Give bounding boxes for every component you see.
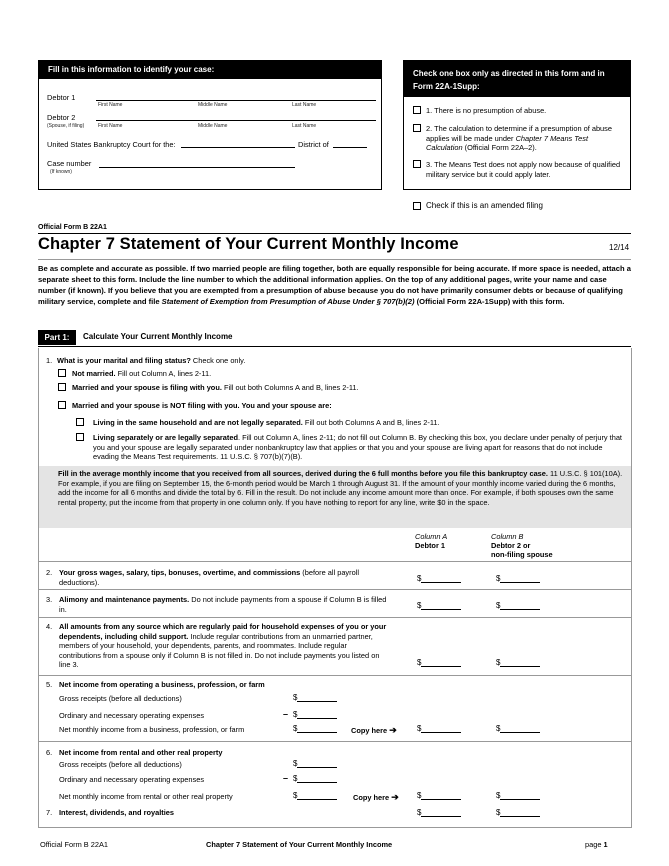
form-date: 12/14: [609, 243, 630, 252]
line2-column-b-amount[interactable]: [496, 574, 540, 583]
line4-bold: All amounts from any source which are regularly paid for household expenses of you or your dependents, including child support.: [59, 622, 387, 641]
line2-text: (before all payroll deductions).: [59, 568, 359, 587]
line6-gross-amount[interactable]: [293, 759, 337, 768]
line3-column-b-amount[interactable]: [496, 601, 540, 610]
average-income-note-bold: Fill in the average monthly income that you received from all sources, derived during the 6 full months before you file this bankruptcy case.: [58, 469, 548, 478]
identify-case-title: Fill in this information to identify your case:: [48, 65, 215, 74]
case-number-field[interactable]: [99, 167, 295, 168]
living-separately-label: [93, 433, 628, 462]
dollar-sign: $: [496, 601, 501, 610]
not-married-text: Fill out Column A, lines 2-11.: [115, 369, 212, 378]
debtor1-last-name-caption: Last Name: [292, 102, 317, 108]
line3-column-a-amount[interactable]: [417, 601, 461, 610]
line5-copy-here: [351, 725, 397, 736]
line5-expenses-label: Ordinary and necessary operating expenses: [59, 711, 205, 720]
living-separately-checkbox[interactable]: [76, 433, 84, 441]
arrow-right-icon: ➔: [391, 792, 399, 802]
debtor2-label: Debtor 2: [47, 113, 76, 122]
form-id: Official Form B 22A1: [38, 224, 107, 231]
column-b-subtitle-2: non-filing spouse: [491, 550, 553, 559]
option2-form-name: Chapter 7 Means Test Calculation: [426, 133, 589, 152]
line3-text: Do not include payments from a spouse if Column B is filled in.: [59, 595, 387, 614]
line5-label: Net income from operating a business, profession, or farm: [59, 680, 265, 689]
line7-number: 7.: [46, 808, 53, 817]
not-married-checkbox[interactable]: [58, 369, 66, 377]
check-one-header: [403, 60, 631, 97]
footer-page: [585, 840, 608, 849]
dollar-sign: $: [417, 658, 422, 667]
q1-question: [57, 356, 245, 365]
dollar-sign: $: [496, 724, 501, 733]
footer-page-number: 1: [603, 840, 608, 849]
page-title: Chapter 7 Statement of Your Current Monthly Income: [38, 235, 459, 253]
line5-rule: [39, 741, 631, 742]
debtor2-first-name-caption: First Name: [98, 123, 123, 129]
debtor1-name-field[interactable]: [96, 100, 376, 101]
case-number-label: Case number: [47, 159, 92, 168]
dollar-sign: $: [417, 601, 422, 610]
court-label: United States Bankruptcy Court for the:: [47, 140, 176, 149]
debtor2-name-field[interactable]: [96, 120, 376, 121]
line4-text: Include regular contributions from an unmarried partner, members of your household, your dependents, parents, and roommates. Include regular contributions from a spouse only if Column B is not filled in. Do not include payments you listed on line 3.: [59, 631, 380, 670]
intro-text-end: (Official Form 22A-1Supp) with this form.: [414, 297, 565, 307]
option1-checkbox[interactable]: [413, 106, 421, 114]
living-separately-bold: Living separately or are legally separated: [93, 433, 239, 442]
dollar-sign: $: [417, 574, 422, 583]
married-not-filing-checkbox[interactable]: [58, 401, 66, 409]
married-filing-label: [72, 383, 359, 392]
line5-column-b-amount[interactable]: [496, 724, 540, 733]
line5-minus-sign: –: [283, 709, 289, 719]
dollar-sign: $: [496, 658, 501, 667]
line6-number: 6.: [46, 748, 53, 757]
part1-tag: [38, 330, 76, 345]
section-bottom-rule: [39, 827, 631, 828]
line6-expenses-label: Ordinary and necessary operating expenses: [59, 775, 205, 784]
q1-number: 1.: [46, 356, 53, 365]
column-a-title: Column A: [415, 532, 448, 541]
line7-column-a-amount[interactable]: [417, 808, 461, 817]
line5-column-a-amount[interactable]: [417, 724, 461, 733]
amended-label: Check if this is an amended filing: [426, 201, 543, 210]
dollar-sign: $: [293, 759, 298, 768]
title-bottom-rule: [38, 259, 631, 260]
debtor1-middle-name-caption: Middle Name: [198, 102, 228, 108]
column-b-title: Column B: [491, 532, 524, 541]
living-separately-text: . Fill out Column A, lines 2-11; do not fill out Column B. By checking this box, you declare under penalty of perjury that you and your spouse are legally separated under nonbankruptcy law that applies or that you and your spouse are living apart for reasons that do not include evading the Means Test requirements. 11 U.S.C. § 707(b)(7)(B).: [93, 433, 622, 462]
line2-rule: [39, 589, 631, 590]
line3-rule: [39, 617, 631, 618]
line6-net-amount[interactable]: [293, 791, 337, 800]
line6-copy-here: [353, 792, 399, 803]
check-one-title: Check one box only as directed in this form and in Form 22A-1Supp:: [413, 69, 605, 91]
line5-expenses-amount[interactable]: [293, 710, 337, 719]
dollar-sign: $: [293, 774, 298, 783]
part1-title: Calculate Your Current Monthly Income: [83, 332, 233, 341]
line5-gross-amount[interactable]: [293, 693, 337, 702]
dollar-sign: $: [293, 693, 298, 702]
spouse-note: (Spouse, if filing): [47, 123, 85, 129]
line4-number: 4.: [46, 622, 53, 631]
dollar-sign: $: [496, 574, 501, 583]
line2-label: [59, 568, 395, 588]
option3-checkbox[interactable]: [413, 160, 421, 168]
footer-title: Chapter 7 Statement of Your Current Monthly Income: [206, 840, 393, 849]
line6-net-label: Net monthly income from rental or other real property: [59, 792, 233, 801]
line6-minus-sign: –: [283, 773, 289, 783]
same-household-bold: Living in the same household and are not legally separated.: [93, 418, 303, 427]
part1-rule: [38, 346, 631, 347]
dollar-sign: $: [293, 724, 298, 733]
dollar-sign: $: [496, 791, 501, 800]
debtor1-label: Debtor 1: [47, 93, 76, 102]
dollar-sign: $: [417, 724, 422, 733]
line6-expenses-amount[interactable]: [293, 774, 337, 783]
option2-text-end: (Official Form 22A–2).: [462, 143, 537, 152]
intro-form-name: Statement of Exemption from Presumption of Abuse Under § 707(b)(2): [161, 297, 415, 307]
line2-bold: Your gross wages, salary, tips, bonuses, overtime, and commissions: [59, 568, 301, 577]
married-not-filing-label: Married and your spouse is NOT filing with you. You and your spouse are:: [72, 401, 332, 410]
intro-text: Be as complete and accurate as possible. If two married people are filing together, both are equally responsible for being accurate. If more space is needed, attach a separate sheet to this form. Include the line number to which the additional information applies. On the top of any additional pages, write your name and case number (if known). If you believe that you are exempted from a presumption of abuse because you do not have primarily consumer debts or because of qualifying military service, complete and file: [38, 264, 631, 307]
column-a-subtitle: Debtor 1: [415, 541, 445, 550]
district-label: District of: [298, 140, 329, 149]
line6-gross-label: Gross receipts (before all deductions): [59, 760, 182, 769]
average-income-note-text: 11 U.S.C. § 101(10A). For example, if you are filing on September 15, the 6-month period would be March 1 through August 31. If the amount of your monthly income varied during the 6 months, add the income for all 6 months and divide the total by 6. Fill in the result. Do not include any income amount more than once. For example, if both spouses own the same rental property, put the income from that property in one column only. If you have nothing to report for any line, write $0 in the space.: [58, 469, 623, 507]
dollar-sign: $: [496, 808, 501, 817]
line6-label: Net income from rental and other real property: [59, 748, 223, 757]
dollar-sign: $: [417, 808, 422, 817]
option1-label: 1. There is no presumption of abuse.: [426, 106, 547, 115]
line3-label: [59, 595, 395, 615]
debtor1-first-name-caption: First Name: [98, 102, 123, 108]
dollar-sign: $: [293, 710, 298, 719]
debtor2-last-name-caption: Last Name: [292, 123, 317, 129]
married-filing-checkbox[interactable]: [58, 383, 66, 391]
option2-checkbox[interactable]: [413, 124, 421, 132]
line5-net-amount[interactable]: [293, 724, 337, 733]
option3-label: 3. The Means Test does not apply now because of qualified military service but it could apply later.: [426, 160, 621, 179]
court-field[interactable]: [181, 147, 295, 148]
if-known-note: (If known): [50, 169, 72, 175]
identify-case-header: [38, 60, 382, 79]
district-field[interactable]: [333, 147, 367, 148]
column-b-subtitle-1: Debtor 2 or: [491, 541, 531, 550]
columns-rule: [39, 561, 631, 562]
average-income-note: [39, 466, 631, 528]
line6-column-b-amount[interactable]: [496, 791, 540, 800]
line5-gross-label: Gross receipts (before all deductions): [59, 694, 182, 703]
same-household-text: Fill out both Columns A and B, lines 2-11.: [302, 418, 440, 427]
option2-text: 2. The calculation to determine if a presumption of abuse applies will be made under: [426, 124, 612, 143]
footer-page-label: page: [585, 840, 602, 849]
dollar-sign: $: [293, 791, 298, 800]
line7-column-b-amount[interactable]: [496, 808, 540, 817]
q1-question-text: What is your marital and filing status?: [57, 356, 191, 365]
part1-tag-text: Part 1:: [44, 333, 70, 342]
married-filing-text: Fill out both Columns A and B, lines 2-11.: [221, 383, 359, 392]
not-married-label: [72, 369, 211, 378]
line5-net-label: Net monthly income from a business, profession, or farm: [59, 725, 245, 734]
married-filing-bold: Married and your spouse is filing with you.: [72, 383, 222, 392]
footer-form-id: Official Form B 22A1: [40, 840, 109, 849]
not-married-bold: Not married.: [72, 369, 116, 378]
line4-column-b-amount[interactable]: [496, 658, 540, 667]
part1-right-border: [631, 348, 632, 828]
line7-label: Interest, dividends, and royalties: [59, 808, 174, 817]
same-household-checkbox[interactable]: [76, 418, 84, 426]
intro-paragraph: [38, 263, 634, 307]
amended-checkbox[interactable]: [413, 202, 421, 210]
arrow-right-icon: ➔: [389, 725, 397, 735]
option2-label: [426, 124, 626, 153]
title-top-rule: [38, 233, 631, 234]
line5-number: 5.: [46, 680, 53, 689]
debtor2-middle-name-caption: Middle Name: [198, 123, 228, 129]
same-household-label: [93, 418, 440, 427]
line4-rule: [39, 675, 631, 676]
line2-column-a-amount[interactable]: [417, 574, 461, 583]
line3-bold: Alimony and maintenance payments.: [59, 595, 190, 604]
part1-left-border: [38, 348, 39, 828]
line6-column-a-amount[interactable]: [417, 791, 461, 800]
line2-number: 2.: [46, 568, 53, 577]
copy-here-label: Copy here: [353, 793, 390, 802]
line4-label: [59, 622, 389, 670]
line3-number: 3.: [46, 595, 53, 604]
q1-question-instruction: Check one only.: [190, 356, 246, 365]
copy-here-label: Copy here: [351, 726, 388, 735]
dollar-sign: $: [417, 791, 422, 800]
line4-column-a-amount[interactable]: [417, 658, 461, 667]
